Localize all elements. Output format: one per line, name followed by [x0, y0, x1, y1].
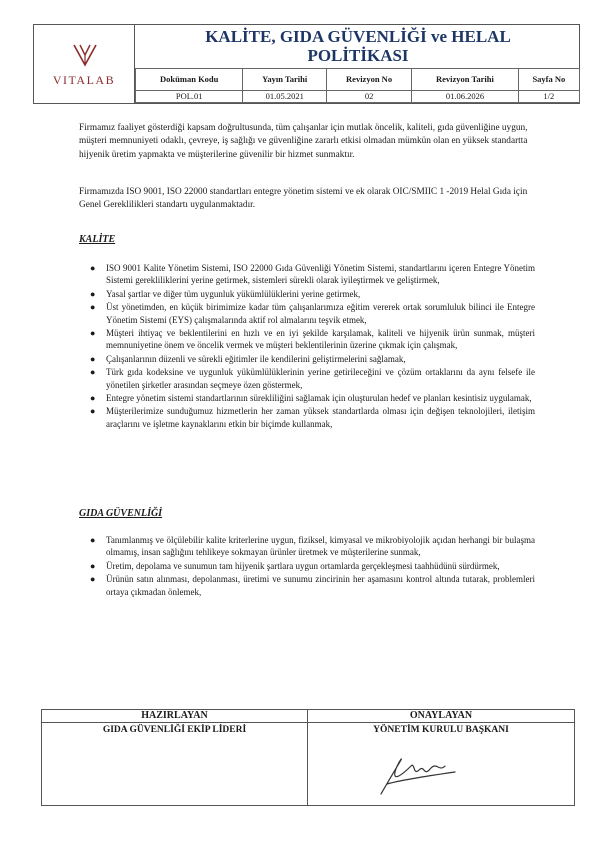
signature-icon	[367, 750, 463, 800]
list-item: ● Müşteri ihtiyaç ve beklentilerini en hızlı ve en iyi şekilde karşılamak, kaliteli ve hijyenik ürün sunmak, müşteri memnuniyetine önem ve öncelik vermek ve müşteri beklentilerinin üzerine çıkmak için çalışmak,	[90, 328, 535, 351]
logo-text: VITALAB	[52, 73, 116, 87]
bullet-icon: ●	[90, 328, 96, 339]
gida-list	[90, 534, 535, 599]
bullet-icon: ●	[90, 302, 96, 313]
approved-by-label: ONAYLAYAN	[409, 710, 473, 721]
kalite-list	[90, 262, 535, 431]
intro-paragraph-2: Firmamızda ISO 9001, ISO 22000 standartları entegre yönetim sistemi ve ek olarak OIC/SMIIC 1 -2019 Helal Gıda için Genel Gereklilikleri standartı uygulanmaktadır.	[79, 187, 528, 211]
vitalab-logo-icon	[72, 41, 98, 69]
bullet-icon: ●	[90, 560, 96, 571]
list-item: ● Ürünün satın alınması, depolanması, üretimi ve sunumu zincirinin her aşamasını kontrol altında tutarak, problemleri ortaya çıkmadan önlemek,	[90, 574, 535, 597]
title-line-2: POLİTİKASI	[307, 46, 409, 65]
document-title	[135, 27, 581, 65]
bullet-icon: ●	[90, 263, 96, 273]
bullet-icon: ●	[90, 535, 96, 545]
meta-revision-no: 02	[326, 91, 411, 103]
list-item: ● Müşterilerimize sunduğumuz hizmetlerin her zaman yüksek standartlarda olması için değişen teknolojileri, iletişim araçlarını ve işletme kaynaklarını etkin bir biçimde kullanmak,	[90, 406, 535, 429]
approved-by-role: YÖNETİM KURULU BAŞKANI	[373, 725, 509, 735]
meta-value-row	[136, 91, 580, 103]
prepared-by-role: GIDA GÜVENLİĞİ EKİP LİDERİ	[102, 725, 247, 735]
list-item: ● Üst yönetimden, en küçük birimimize kadar tüm çalışanlarımıza eğitim vererek ortak sorumluluk bilinci ile Entegre Yönetim Sistemi (EYS) çalışmalarında aktif rol almalarını teşvik etmek,	[90, 302, 535, 325]
meta-col-publish-date: Yayın Tarihi	[243, 69, 327, 91]
meta-doc-code: POL.01	[136, 91, 243, 103]
logo-cell	[34, 25, 135, 103]
prepared-by-label: HAZIRLAYAN	[141, 710, 208, 721]
meta-header-row	[136, 69, 580, 91]
list-item: ● Yasal şartlar ve diğer tüm uygunluk yükümlülüklerini yerine getirmek,	[90, 288, 361, 299]
document-header	[33, 24, 580, 104]
list-item: ● Çalışanlarının düzenli ve sürekli eğitimler ile kendilerini geliştirmelerini sağlamak,	[90, 353, 406, 364]
meta-revision-date: 01.06.2026	[412, 91, 519, 103]
meta-col-doc-code: Doküman Kodu	[136, 69, 243, 91]
meta-col-revision-date: Revizyon Tarihi	[412, 69, 519, 91]
approval-table	[41, 709, 575, 806]
bullet-icon: ●	[90, 353, 96, 364]
meta-col-revision-no: Revizyon No	[326, 69, 411, 91]
list-item: ● ISO 9001 Kalite Yönetim Sistemi, ISO 22000 Gıda Güvenliği Yönetim Sistemi, standartlarını içeren Entegre Yönetim Sistemi gerekliliklerini yerine getirmek, sistemleri sürekli olarak iyileştirmek ve geliştirmek,	[90, 263, 535, 286]
list-item: ● Üretim, depolama ve sunumun tam hijyenik şartlara uygun ortamlarda gerçekleşmesi taahhüdünü sürdürmek,	[90, 560, 500, 571]
divider	[42, 722, 574, 723]
list-item: ● Tanımlanmış ve ölçülebilir kalite kriterlerine uygun, fiziksel, kimyasal ve mikrobiyolojik açıdan herhangi bir bulaşma olmamış, insan sağlığını tehlikeye sokmayan ürünler üretmek ve müşterilerine sunmak,	[90, 535, 535, 558]
bullet-icon: ●	[90, 288, 96, 299]
bullet-icon: ●	[90, 393, 96, 404]
bullet-icon: ●	[90, 367, 96, 378]
bullet-icon: ●	[90, 406, 96, 417]
title-line-1: KALİTE, GIDA GÜVENLİĞİ ve HELAL	[205, 27, 511, 46]
list-item: ● Türk gıda kodeksine ve uygunluk yükümlülüklerinin yerine getirileceğini ve çözüm ortaklarını da aynı felsefe ile yönetilen şirketler arasından seçmeye özen göstermek,	[90, 367, 535, 390]
meta-page-no: 1/2	[518, 91, 579, 103]
meta-col-page-no: Sayfa No	[518, 69, 579, 91]
bullet-icon: ●	[90, 574, 96, 585]
document-meta-table	[135, 68, 580, 103]
meta-publish-date: 01.05.2021	[243, 91, 327, 103]
section-title-gida-guvenligi: GIDA GÜVENLİĞİ	[79, 508, 163, 519]
intro-paragraph-1: Firmamız faaliyet gösterdiği kapsam doğrultusunda, tüm çalışanlar için mutlak öncelik, kaliteli, gıda güvenliğine uygun, müşteri memnuniyeti odaklı, çevreye, iş sağlığı ve güvenliğine zararlı etkisi olmadan mümkün olan en yüksek standartta hijyenik üretim yapmakta ve müşterilerine güvenilir bir hizmet sunmaktır.	[79, 123, 528, 160]
section-title-kalite: KALİTE	[79, 234, 116, 245]
list-item: ● Entegre yönetim sistemi standartlarının sürekliliğini sağlamak için oluşturulan hedef ve planları kesintisiz uygulamak,	[90, 393, 532, 404]
